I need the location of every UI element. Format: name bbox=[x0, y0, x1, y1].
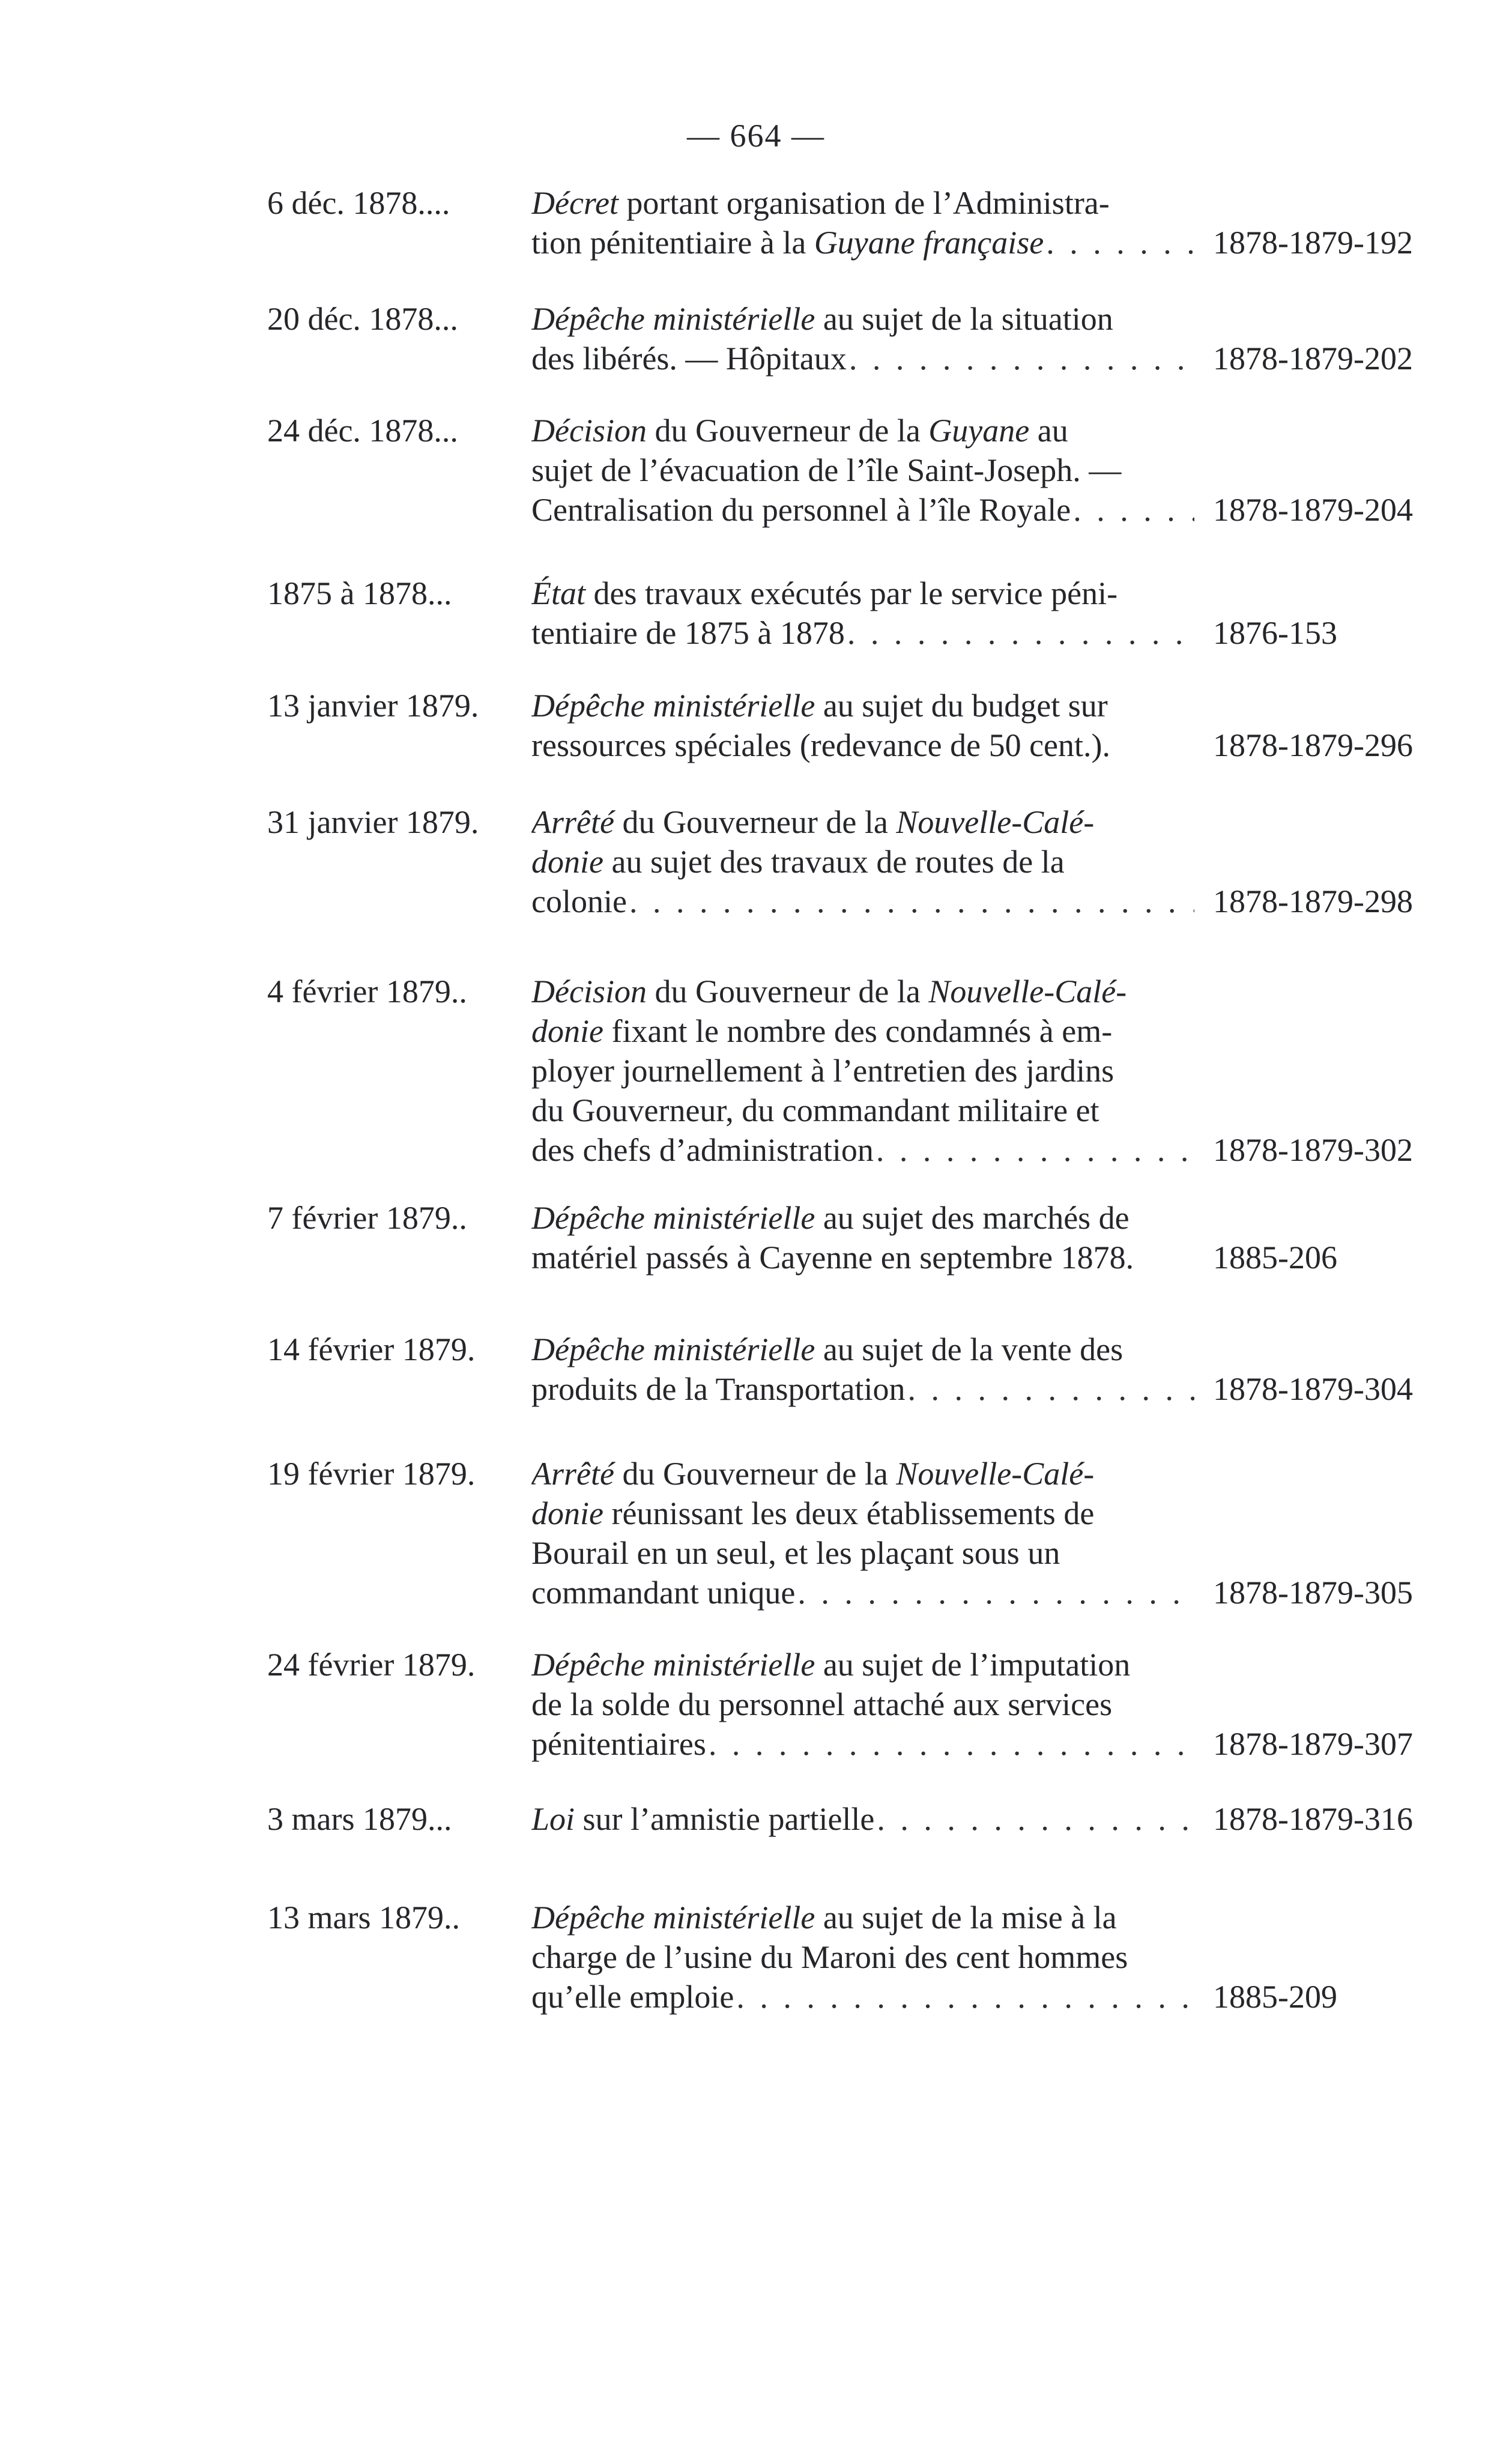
description-line bbox=[531, 1685, 1197, 1724]
entry-description bbox=[531, 802, 1197, 921]
entry-reference: 1878-1879-305 bbox=[1213, 1575, 1413, 1611]
leader-dots bbox=[797, 1573, 1194, 1612]
description-line bbox=[531, 802, 1197, 842]
text-run: au sujet des travaux de routes de la bbox=[603, 844, 1065, 880]
italic-term: donie bbox=[531, 844, 603, 880]
leader-dots bbox=[876, 1130, 1194, 1170]
entry-date: 31 janvier 1879. bbox=[267, 804, 479, 840]
entry-description bbox=[531, 972, 1197, 1170]
entry-description bbox=[531, 686, 1197, 765]
italic-term: État bbox=[531, 575, 585, 611]
entry-description bbox=[531, 299, 1197, 378]
entry-reference: 1878-1879-202 bbox=[1213, 341, 1413, 377]
leader-dots bbox=[709, 1724, 1194, 1764]
description-line bbox=[531, 686, 1197, 725]
italic-term: Arrêté bbox=[531, 804, 614, 840]
description-line bbox=[531, 1977, 1197, 2017]
text-run: du Gouverneur, du commandant militaire et bbox=[531, 1092, 1099, 1128]
text-run: au sujet du budget sur bbox=[815, 688, 1108, 724]
entry-date: 24 février 1879. bbox=[267, 1647, 476, 1683]
italic-term: donie bbox=[531, 1495, 603, 1531]
entry-reference: 1876-153 bbox=[1213, 615, 1337, 651]
description-line bbox=[531, 1011, 1197, 1051]
entry-date: 13 mars 1879.. bbox=[267, 1900, 460, 1936]
italic-term: Nouvelle-Calé- bbox=[896, 804, 1095, 840]
leader-dots bbox=[1046, 223, 1194, 262]
leader-dots bbox=[877, 1799, 1194, 1839]
italic-term: donie bbox=[531, 1013, 603, 1049]
text-run: ployer journellement à l’entretien des jardins bbox=[531, 1053, 1114, 1089]
description-line bbox=[531, 1494, 1197, 1533]
entry-date: 24 déc. 1878... bbox=[267, 413, 458, 449]
entry-date: 19 février 1879. bbox=[267, 1456, 476, 1492]
description-line bbox=[531, 1130, 1197, 1170]
entry-reference: 1878-1879-302 bbox=[1213, 1132, 1413, 1168]
entry-reference: 1878-1879-204 bbox=[1213, 492, 1413, 528]
italic-term: Dépêche ministérielle bbox=[531, 1331, 815, 1367]
entry-reference: 1878-1879-298 bbox=[1213, 883, 1413, 919]
entry-date: 14 février 1879. bbox=[267, 1331, 476, 1367]
description-line bbox=[531, 1645, 1197, 1685]
italic-term: Décision bbox=[531, 973, 647, 1010]
text-run: colonie bbox=[531, 883, 627, 919]
entry-date: 4 février 1879.. bbox=[267, 973, 467, 1010]
description-line bbox=[531, 613, 1197, 653]
description-line bbox=[531, 411, 1197, 450]
text-run: tion pénitentiaire à la bbox=[531, 225, 814, 261]
text-run: du Gouverneur de la bbox=[614, 1456, 897, 1492]
line-text bbox=[531, 882, 627, 921]
description-line bbox=[531, 1051, 1197, 1091]
text-run: portant organisation de l’Administra- bbox=[618, 185, 1110, 221]
leader-dots bbox=[907, 1369, 1194, 1409]
text-run: charge de l’usine du Maroni des cent hommes bbox=[531, 1939, 1128, 1975]
italic-term: Décret bbox=[531, 185, 618, 221]
entry-date: 13 janvier 1879. bbox=[267, 688, 479, 724]
text-run: commandant unique bbox=[531, 1575, 796, 1611]
description-line bbox=[531, 972, 1197, 1011]
italic-term: Nouvelle-Calé- bbox=[896, 1456, 1095, 1492]
leader-dots bbox=[847, 613, 1194, 653]
line-text bbox=[531, 339, 847, 378]
description-line bbox=[531, 1937, 1197, 1977]
leader-dots bbox=[1073, 490, 1194, 530]
text-run: produits de la Transportation bbox=[531, 1371, 906, 1407]
text-run: du Gouverneur de la bbox=[614, 804, 897, 840]
text-run: au sujet de la vente des bbox=[815, 1331, 1123, 1367]
italic-term: Arrêté bbox=[531, 1456, 614, 1492]
description-line bbox=[531, 339, 1197, 378]
text-run: fixant le nombre des condamnés à em- bbox=[603, 1013, 1113, 1049]
entry-reference: 1878-1879-316 bbox=[1213, 1801, 1413, 1837]
line-text bbox=[531, 490, 1071, 530]
description-line bbox=[531, 1198, 1197, 1238]
text-run: ressources spéciales (redevance de 50 cent.). bbox=[531, 727, 1111, 763]
description-line bbox=[531, 1799, 1197, 1839]
entry-reference: 1878-1879-307 bbox=[1213, 1726, 1413, 1762]
text-run: des travaux exécutés par le service péni- bbox=[585, 575, 1118, 611]
italic-term: Dépêche ministérielle bbox=[531, 1647, 815, 1683]
leader-dots bbox=[849, 339, 1194, 378]
entry-date: 20 déc. 1878... bbox=[267, 301, 458, 337]
page-number: — 664 — bbox=[687, 118, 825, 154]
description-line bbox=[531, 1724, 1197, 1764]
line-text bbox=[531, 1799, 874, 1839]
text-run: tentiaire de 1875 à 1878 bbox=[531, 615, 845, 651]
description-line bbox=[531, 1330, 1197, 1369]
text-run: du Gouverneur de la bbox=[646, 413, 929, 449]
description-line bbox=[531, 1238, 1197, 1277]
italic-term: Loi bbox=[531, 1801, 575, 1837]
text-run: Centralisation du personnel à l’île Royale bbox=[531, 492, 1071, 528]
entry-reference: 1885-209 bbox=[1213, 1979, 1337, 2015]
text-run: au sujet de la situation bbox=[815, 301, 1113, 337]
entry-date: 7 février 1879.. bbox=[267, 1200, 467, 1236]
italic-term: Dépêche ministérielle bbox=[531, 1900, 815, 1936]
description-line bbox=[531, 1573, 1197, 1612]
entry-date: 6 déc. 1878.... bbox=[267, 185, 450, 221]
italic-term: Dépêche ministérielle bbox=[531, 301, 815, 337]
entry-reference: 1885-206 bbox=[1213, 1240, 1337, 1276]
description-line bbox=[531, 490, 1197, 530]
line-text bbox=[531, 1369, 905, 1409]
description-line bbox=[531, 1898, 1197, 1937]
description-line bbox=[531, 574, 1197, 613]
entry-description bbox=[531, 1454, 1197, 1612]
entry-reference: 1878-1879-192 bbox=[1213, 225, 1413, 261]
leader-dots bbox=[736, 1977, 1194, 2017]
description-line bbox=[531, 1454, 1197, 1494]
entry-description bbox=[531, 1330, 1197, 1409]
text-run: du Gouverneur de la bbox=[646, 973, 929, 1010]
text-run: au bbox=[1029, 413, 1068, 449]
text-run: matériel passés à Cayenne en septembre 1878. bbox=[531, 1240, 1134, 1276]
entry-description bbox=[531, 411, 1197, 530]
text-run: qu’elle emploie bbox=[531, 1979, 734, 2015]
text-run: réunissant les deux établissements de bbox=[603, 1495, 1095, 1531]
text-run: des libérés. — Hôpitaux bbox=[531, 341, 847, 377]
text-run: sujet de l’évacuation de l’île Saint-Joseph. — bbox=[531, 452, 1122, 488]
text-run: Bourail en un seul, et les plaçant sous un bbox=[531, 1535, 1060, 1571]
text-run: au sujet des marchés de bbox=[815, 1200, 1129, 1236]
entry-reference: 1878-1879-304 bbox=[1213, 1371, 1413, 1407]
italic-term: Nouvelle-Calé- bbox=[928, 973, 1127, 1010]
text-run: au sujet de la mise à la bbox=[815, 1900, 1117, 1936]
description-line bbox=[531, 450, 1197, 490]
line-text bbox=[531, 613, 845, 653]
description-line bbox=[531, 1091, 1197, 1130]
text-run: des chefs d’administration bbox=[531, 1132, 874, 1168]
description-line bbox=[531, 299, 1197, 339]
italic-term: Dépêche ministérielle bbox=[531, 1200, 815, 1236]
description-line bbox=[531, 1369, 1197, 1409]
entry-date: 1875 à 1878... bbox=[267, 575, 452, 611]
entry-date: 3 mars 1879... bbox=[267, 1801, 452, 1837]
entry-description bbox=[531, 1799, 1197, 1839]
entry-description bbox=[531, 1645, 1197, 1764]
entry-description bbox=[531, 1898, 1197, 2017]
italic-term: Guyane bbox=[928, 413, 1030, 449]
text-run: sur l’amnistie partielle bbox=[575, 1801, 875, 1837]
italic-term: Dépêche ministérielle bbox=[531, 688, 815, 724]
entry-reference: 1878-1879-296 bbox=[1213, 727, 1413, 763]
description-line bbox=[531, 882, 1197, 921]
entry-description bbox=[531, 1198, 1197, 1277]
entry-description bbox=[531, 183, 1197, 262]
line-text bbox=[531, 223, 1044, 262]
description-line bbox=[531, 842, 1197, 882]
description-line bbox=[531, 183, 1197, 223]
entry-description bbox=[531, 574, 1197, 653]
description-line bbox=[531, 725, 1197, 765]
description-line bbox=[531, 1533, 1197, 1573]
line-text bbox=[531, 1130, 874, 1170]
leader-dots bbox=[629, 882, 1194, 921]
line-text bbox=[531, 1573, 795, 1612]
description-line bbox=[531, 223, 1197, 262]
line-text bbox=[531, 1724, 706, 1764]
text-run: pénitentiaires bbox=[531, 1726, 706, 1762]
text-run: de la solde du personnel attaché aux services bbox=[531, 1686, 1113, 1722]
italic-term: Guyane française bbox=[814, 225, 1044, 261]
italic-term: Décision bbox=[531, 413, 647, 449]
text-run: au sujet de l’imputation bbox=[815, 1647, 1131, 1683]
line-text bbox=[531, 1977, 734, 2017]
